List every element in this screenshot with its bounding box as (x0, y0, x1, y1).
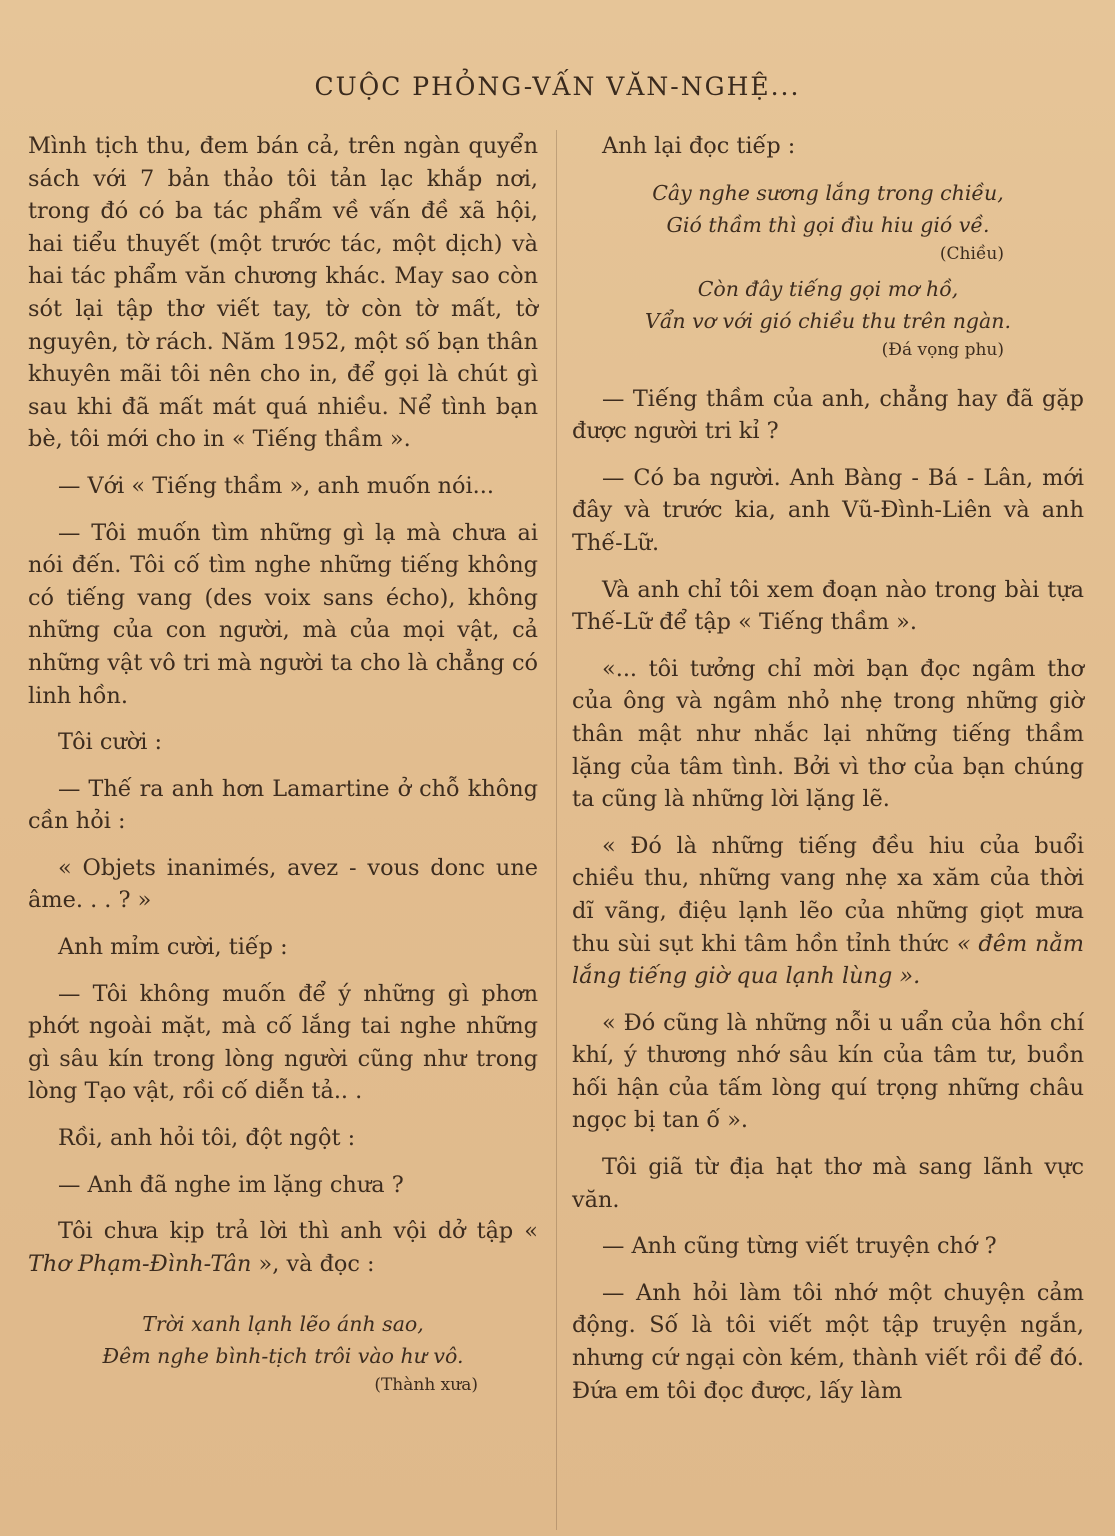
verse-source: (Thành xưa) (374, 1375, 478, 1396)
paragraph (572, 830, 1084, 993)
verse-line: Đêm nghe bình-tịch trôi vào hư vô. (102, 1344, 464, 1369)
text-run: », và đọc : (258, 1250, 375, 1277)
verse-line: Gió thầm thì gọi đìu hiu gió về. (666, 212, 990, 237)
right-column (572, 130, 1084, 1421)
verse-line: Còn đây tiếng gọi mơ hồ, (697, 276, 959, 301)
quoted-verse: « đêm nằm lắng tiếng giờ qua lạnh lùng ». (572, 930, 1084, 990)
book-title: Thơ Phạm-Đình-Tân (28, 1250, 252, 1277)
verse-source: (Chiều) (939, 243, 1004, 264)
paragraph: — Có ba người. Anh Bàng - Bá - Lân, mới đây và trước kia, anh Vũ-Đình-Liên và anh Thế-Lữ. (572, 464, 1084, 556)
paragraph: — Thế ra anh hơn Lamartine ở chỗ không cần hỏi : (28, 775, 538, 835)
paragraph: «... tôi tưởng chỉ mời bạn đọc ngâm thơ của ông và ngâm nhỏ nhẹ trong những giờ thân mật như nhắc lại những tiếng thầm lặng của tâm tình. Bởi vì thơ của bạn chúng ta cũng là những lời lặng lẽ. (572, 655, 1084, 813)
paragraph: Tôi cười : (58, 729, 163, 756)
paragraph: — Tôi muốn tìm những gì lạ mà chưa ai nói đến. Tôi cố tìm nghe những tiếng không có tiếng vang (des voix sans écho), không những của con người, mà của mọi vật, cả những vật vô tri mà người ta cho là chẳng có linh hồn. (28, 519, 538, 709)
quotation: « Objets inanimés, avez - vous donc une âme. . . ? » (28, 854, 538, 914)
paragraph: — Với « Tiếng thầm », anh muốn nói... (58, 472, 495, 499)
paragraph: — Anh hỏi làm tôi nhớ một chuyện cảm động. Số là tôi viết một tập truyện ngắn, nhưng cứ ngại còn kém, thành viết rồi để đó. Đứa em tôi đọc được, lấy làm (572, 1279, 1084, 1404)
paragraph: Rồi, anh hỏi tôi, đột ngột : (58, 1125, 356, 1152)
running-head-title: CUỘC PHỎNG-VẤN VĂN-NGHỆ... (314, 72, 801, 101)
left-column (28, 130, 538, 1404)
paragraph: Và anh chỉ tôi xem đoạn nào trong bài tựa Thế-Lữ để tập « Tiếng thầm ». (572, 576, 1084, 636)
verse-line: Cây nghe sương lắng trong chiều, (652, 180, 1004, 205)
column-divider (556, 130, 557, 1530)
paragraph: — Tôi không muốn để ý những gì phơn phớt ngoài mặt, mà cố lắng tai nghe những gì sâu kín trong lòng người cũng như trong lòng Tạo vật, rồi cố diễn tả.. . (28, 980, 538, 1105)
paragraph: — Anh đã nghe im lặng chưa ? (58, 1171, 404, 1198)
verse-line: Trời xanh lạnh lẽo ánh sao, (142, 1312, 424, 1337)
paragraph: Tôi giã từ địa hạt thơ mà sang lãnh vực văn. (572, 1154, 1084, 1213)
paragraph (28, 1215, 538, 1280)
text-run: Tôi chưa kịp trả lời thì anh vội dở tập « (58, 1218, 538, 1245)
verse-source: (Đá vọng phu) (881, 339, 1004, 360)
paragraph: Mình tịch thu, đem bán cả, trên ngàn quyển sách với 7 bản thảo tôi tản lạc khắp nơi, trong đó có ba tác phẩm về vấn đề xã hội, hai tiểu thuyết (một trước tác, một dịch) và hai tác phẩm văn chương khác. May sao còn sót lại tập thơ viết tay, tờ còn tờ mất, tờ nguyên, tờ rách. Năm 1952, một số bạn thân khuyên mãi tôi nên cho in, để gọi là chút gì sau khi đã mất mát quá nhiều. Nể tình bạn bè, tôi mới cho in « Tiếng thầm ». (28, 133, 538, 453)
paragraph: « Đó cũng là những nỗi u uẩn của hồn chí khí, ý thương nhớ sâu kín của tâm tư, buồn hối hận của tấm lòng quí trọng những châu ngọc bị tan ố ». (572, 1009, 1084, 1134)
paragraph: Anh mỉm cười, tiếp : (58, 934, 288, 961)
verse-line: Vẩn vơ với gió chiều thu trên ngàn. (645, 308, 1011, 333)
paragraph: — Anh cũng từng viết truyện chớ ? (602, 1233, 997, 1260)
paragraph: — Tiếng thầm của anh, chẳng hay đã gặp được người tri kỉ ? (572, 385, 1084, 445)
text-run: « Đó là những tiếng đều hiu của buổi chiều thu, những vang nhẹ xa xăm của thời dĩ vãng, điệu lạnh lẽo của những giọt mưa thu sùi sụt khi tâm hồn tỉnh thức (572, 832, 1084, 957)
paragraph: Anh lại đọc tiếp : (602, 133, 796, 159)
